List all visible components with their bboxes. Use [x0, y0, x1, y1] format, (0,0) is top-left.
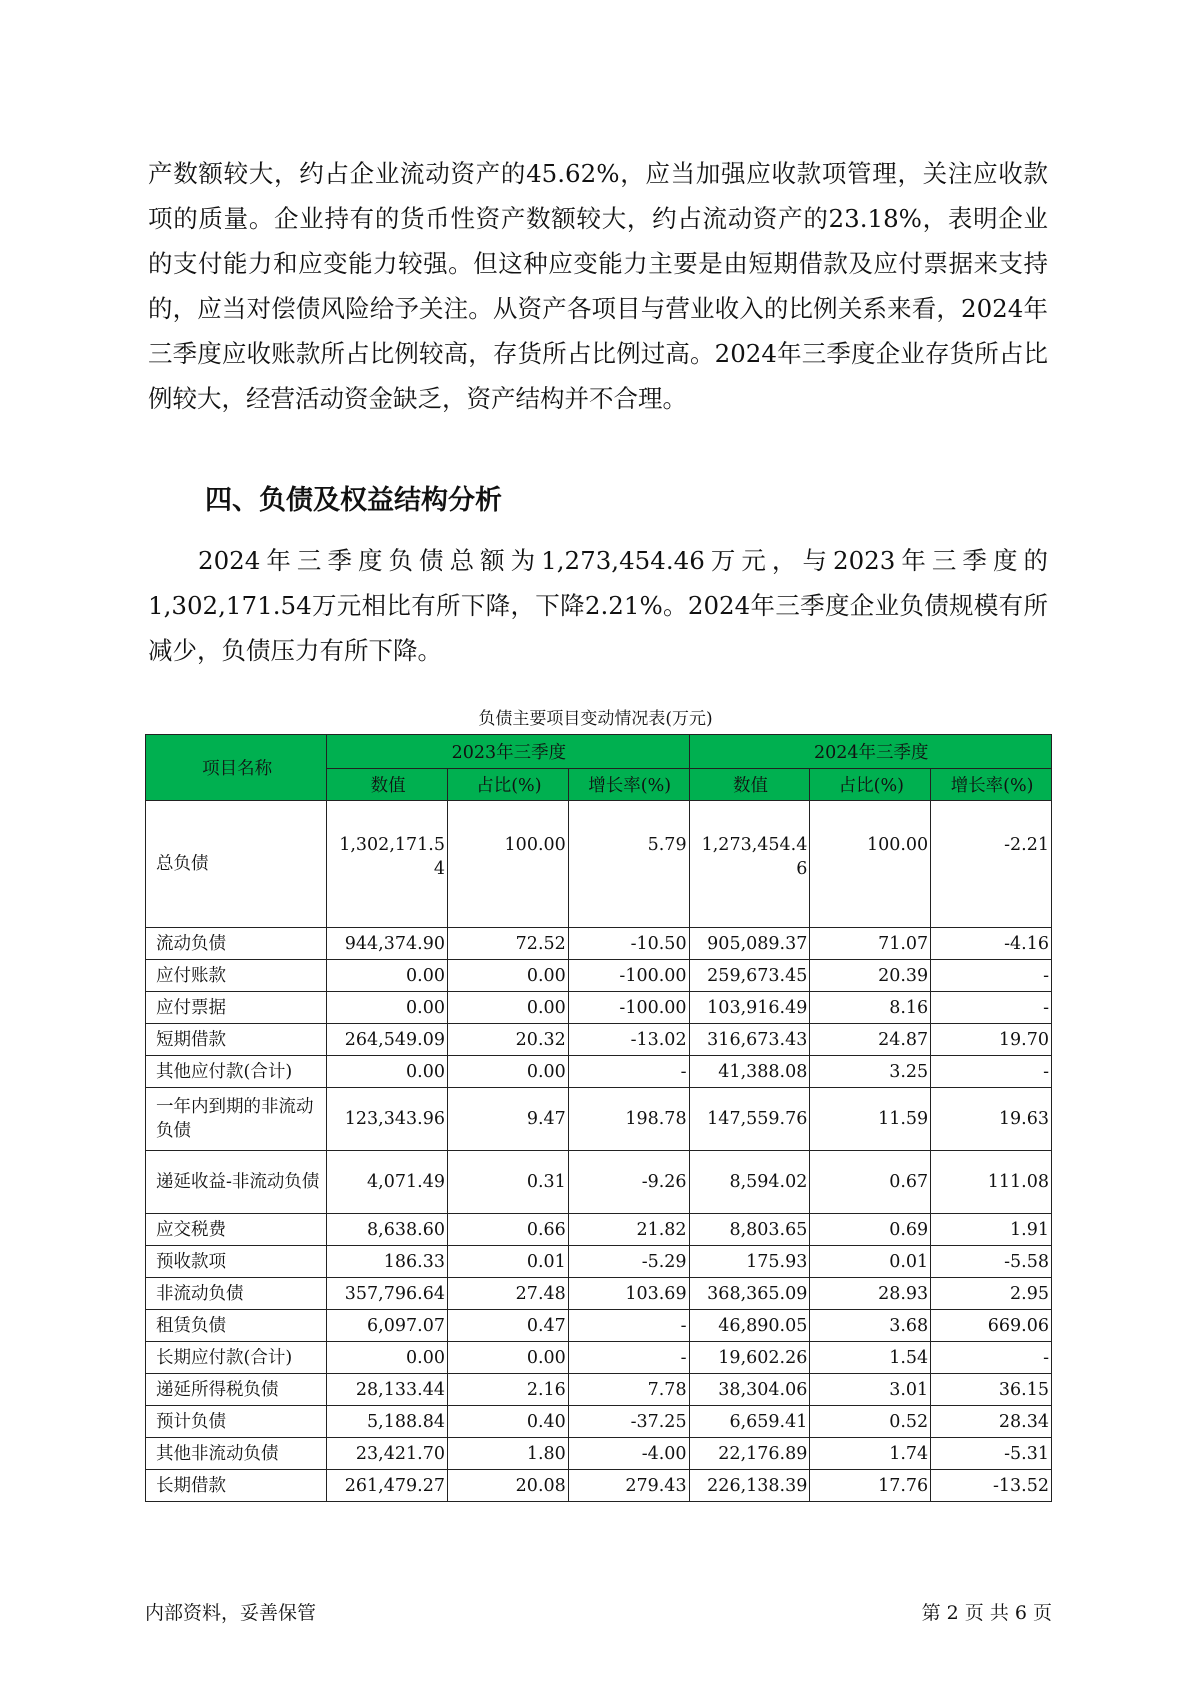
- cell-share-2024: 3.25: [810, 1056, 931, 1088]
- cell-growth-2023: 7.78: [568, 1374, 689, 1406]
- cell-value-2024: 22,176.89: [689, 1438, 810, 1470]
- cell-value-2024: 38,304.06: [689, 1374, 810, 1406]
- table-row: [146, 928, 1052, 960]
- cell-growth-2023: -9.26: [568, 1151, 689, 1214]
- cell-value-2023: 23,421.70: [327, 1438, 448, 1470]
- table-row: [146, 1246, 1052, 1278]
- cell-share-2024: 100.00: [810, 801, 931, 928]
- cell-growth-2024: 36.15: [931, 1374, 1052, 1406]
- table-row: [146, 1406, 1052, 1438]
- cell-value-2024: 8,803.65: [689, 1214, 810, 1246]
- cell-growth-2023: 103.69: [568, 1278, 689, 1310]
- cell-item-name: 递延收益-非流动负债: [146, 1151, 327, 1214]
- cell-share-2023: 100.00: [447, 801, 568, 928]
- cell-item-name: 流动负债: [146, 928, 327, 960]
- col-header-period-2024: 2024年三季度: [689, 735, 1051, 769]
- cell-share-2024: 3.01: [810, 1374, 931, 1406]
- cell-value-2023: 8,638.60: [327, 1214, 448, 1246]
- cell-share-2024: 0.01: [810, 1246, 931, 1278]
- cell-share-2023: 0.31: [447, 1151, 568, 1214]
- table-row: [146, 801, 1052, 928]
- cell-item-name: 长期应付款(合计): [146, 1342, 327, 1374]
- col-header-period-2023: 2023年三季度: [327, 735, 689, 769]
- liabilities-table: [145, 734, 1052, 1502]
- cell-growth-2023: 279.43: [568, 1470, 689, 1502]
- cell-value-2024: 19,602.26: [689, 1342, 810, 1374]
- cell-item-name: 其他非流动负债: [146, 1438, 327, 1470]
- table-row: [146, 1214, 1052, 1246]
- cell-share-2023: 0.40: [447, 1406, 568, 1438]
- cell-value-2024: 6,659.41: [689, 1406, 810, 1438]
- cell-value-2024: 103,916.49: [689, 992, 810, 1024]
- table-row: [146, 1024, 1052, 1056]
- cell-item-name: 递延所得税负债: [146, 1374, 327, 1406]
- cell-value-2024: 147,559.76: [689, 1088, 810, 1151]
- cell-growth-2024: 2.95: [931, 1278, 1052, 1310]
- cell-growth-2024: 111.08: [931, 1151, 1052, 1214]
- cell-growth-2023: -37.25: [568, 1406, 689, 1438]
- subheader-growth-2024: 增长率(%): [931, 769, 1052, 801]
- cell-growth-2024: -: [931, 1342, 1052, 1374]
- cell-share-2023: 9.47: [447, 1088, 568, 1151]
- cell-value-2023: 28,133.44: [327, 1374, 448, 1406]
- cell-share-2024: 24.87: [810, 1024, 931, 1056]
- cell-growth-2023: -100.00: [568, 992, 689, 1024]
- body-paragraph-assets: 产数额较大，约占企业流动资产的45.62%，应当加强应收款项管理，关注应收款项的质量。企业持有的货币性资产数额较大，约占流动资产的23.18%，表明企业的支付能力和应变能力较强。但这种应变能力主要是由短期借款及应付票据来支持的，应当对偿债风险给予关注。从资产各项目与营业收入的比例关系来看，2024年三季度应收账款所占比例较高，存货所占比例过高。2024年三季度企业存货所占比例较大，经营活动资金缺乏，资产结构并不合理。: [148, 159, 1048, 413]
- table-caption: 负债主要项目变动情况表(万元): [478, 709, 713, 729]
- cell-growth-2024: -5.31: [931, 1438, 1052, 1470]
- cell-value-2023: 357,796.64: [327, 1278, 448, 1310]
- cell-share-2024: 0.67: [810, 1151, 931, 1214]
- cell-share-2024: 28.93: [810, 1278, 931, 1310]
- cell-item-name: 应付票据: [146, 992, 327, 1024]
- cell-item-name: 其他应付款(合计): [146, 1056, 327, 1088]
- cell-item-name: 非流动负债: [146, 1278, 327, 1310]
- cell-value-2024: 226,138.39: [689, 1470, 810, 1502]
- cell-item-name: 总负债: [146, 801, 327, 928]
- cell-share-2024: 1.54: [810, 1342, 931, 1374]
- cell-growth-2024: -: [931, 992, 1052, 1024]
- footer-page-number: 第 2 页 共 6 页: [921, 1602, 1052, 1624]
- subheader-share-2024: 占比(%): [810, 769, 931, 801]
- cell-growth-2024: -2.21: [931, 801, 1052, 928]
- cell-growth-2024: -: [931, 1056, 1052, 1088]
- cell-value-2024: 905,089.37: [689, 928, 810, 960]
- cell-growth-2024: 28.34: [931, 1406, 1052, 1438]
- table-row: [146, 1470, 1052, 1502]
- cell-value-2023: 186.33: [327, 1246, 448, 1278]
- cell-item-name: 一年内到期的非流动负债: [146, 1088, 327, 1151]
- cell-value-2023: 123,343.96: [327, 1088, 448, 1151]
- subheader-value-2024: 数值: [689, 769, 810, 801]
- cell-share-2024: 20.39: [810, 960, 931, 992]
- table-row: [146, 1374, 1052, 1406]
- cell-value-2024: 259,673.45: [689, 960, 810, 992]
- cell-item-name: 租赁负债: [146, 1310, 327, 1342]
- cell-value-2024: 1,273,454.46: [689, 801, 810, 928]
- cell-growth-2023: -5.29: [568, 1246, 689, 1278]
- cell-share-2024: 8.16: [810, 992, 931, 1024]
- cell-value-2023: 5,188.84: [327, 1406, 448, 1438]
- cell-growth-2024: 669.06: [931, 1310, 1052, 1342]
- cell-value-2023: 944,374.90: [327, 928, 448, 960]
- cell-growth-2024: 1.91: [931, 1214, 1052, 1246]
- cell-share-2024: 3.68: [810, 1310, 931, 1342]
- cell-share-2024: 0.69: [810, 1214, 931, 1246]
- cell-item-name: 应付账款: [146, 960, 327, 992]
- cell-growth-2024: -: [931, 960, 1052, 992]
- cell-value-2024: 316,673.43: [689, 1024, 810, 1056]
- cell-growth-2023: 198.78: [568, 1088, 689, 1151]
- table-row: [146, 1310, 1052, 1342]
- cell-share-2023: 0.00: [447, 1342, 568, 1374]
- cell-growth-2024: -13.52: [931, 1470, 1052, 1502]
- section-heading: 四、负债及权益结构分析: [205, 485, 502, 516]
- cell-growth-2023: -: [568, 1310, 689, 1342]
- cell-share-2023: 0.00: [447, 1056, 568, 1088]
- cell-item-name: 预计负债: [146, 1406, 327, 1438]
- cell-value-2023: 1,302,171.54: [327, 801, 448, 928]
- cell-value-2023: 4,071.49: [327, 1151, 448, 1214]
- subheader-share-2023: 占比(%): [447, 769, 568, 801]
- table-row: [146, 1438, 1052, 1470]
- cell-growth-2023: -13.02: [568, 1024, 689, 1056]
- subheader-growth-2023: 增长率(%): [568, 769, 689, 801]
- table-row: [146, 960, 1052, 992]
- cell-value-2024: 368,365.09: [689, 1278, 810, 1310]
- cell-value-2023: 261,479.27: [327, 1470, 448, 1502]
- cell-growth-2023: 21.82: [568, 1214, 689, 1246]
- cell-value-2023: 0.00: [327, 960, 448, 992]
- table-row: [146, 1151, 1052, 1214]
- cell-share-2024: 1.74: [810, 1438, 931, 1470]
- cell-share-2023: 2.16: [447, 1374, 568, 1406]
- table-header-row: [146, 735, 1052, 769]
- cell-share-2023: 20.32: [447, 1024, 568, 1056]
- cell-share-2023: 27.48: [447, 1278, 568, 1310]
- cell-share-2023: 0.01: [447, 1246, 568, 1278]
- table-row: [146, 1088, 1052, 1151]
- cell-growth-2024: 19.63: [931, 1088, 1052, 1151]
- footer-confidential-note: 内部资料，妥善保管: [145, 1602, 317, 1624]
- cell-growth-2023: -10.50: [568, 928, 689, 960]
- cell-value-2024: 41,388.08: [689, 1056, 810, 1088]
- cell-share-2024: 0.52: [810, 1406, 931, 1438]
- cell-growth-2023: -: [568, 1342, 689, 1374]
- cell-share-2023: 72.52: [447, 928, 568, 960]
- cell-share-2023: 0.00: [447, 960, 568, 992]
- cell-share-2023: 0.66: [447, 1214, 568, 1246]
- table-row: [146, 1278, 1052, 1310]
- cell-share-2023: 0.00: [447, 992, 568, 1024]
- cell-value-2024: 175.93: [689, 1246, 810, 1278]
- cell-value-2023: 0.00: [327, 1342, 448, 1374]
- col-header-name: 项目名称: [146, 735, 327, 801]
- cell-share-2024: 71.07: [810, 928, 931, 960]
- cell-value-2023: 0.00: [327, 1056, 448, 1088]
- cell-share-2023: 0.47: [447, 1310, 568, 1342]
- cell-growth-2024: -5.58: [931, 1246, 1052, 1278]
- table-row: [146, 1342, 1052, 1374]
- cell-growth-2023: -4.00: [568, 1438, 689, 1470]
- cell-growth-2023: -100.00: [568, 960, 689, 992]
- cell-item-name: 应交税费: [146, 1214, 327, 1246]
- cell-growth-2024: -4.16: [931, 928, 1052, 960]
- cell-value-2024: 8,594.02: [689, 1151, 810, 1214]
- cell-growth-2024: 19.70: [931, 1024, 1052, 1056]
- cell-share-2023: 1.80: [447, 1438, 568, 1470]
- cell-value-2023: 0.00: [327, 992, 448, 1024]
- cell-item-name: 预收款项: [146, 1246, 327, 1278]
- subheader-value-2023: 数值: [327, 769, 448, 801]
- cell-item-name: 长期借款: [146, 1470, 327, 1502]
- cell-item-name: 短期借款: [146, 1024, 327, 1056]
- cell-share-2024: 17.76: [810, 1470, 931, 1502]
- body-paragraph-liabilities: 2024年三季度负债总额为1,273,454.46万元，与2023年三季度的1,302,171.54万元相比有所下降，下降2.21%。2024年三季度企业负债规模有所减少，负债压力有所下降。: [148, 546, 1048, 665]
- cell-share-2023: 20.08: [447, 1470, 568, 1502]
- cell-value-2024: 46,890.05: [689, 1310, 810, 1342]
- cell-value-2023: 6,097.07: [327, 1310, 448, 1342]
- cell-value-2023: 264,549.09: [327, 1024, 448, 1056]
- table-row: [146, 1056, 1052, 1088]
- cell-growth-2023: -: [568, 1056, 689, 1088]
- table-row: [146, 992, 1052, 1024]
- cell-growth-2023: 5.79: [568, 801, 689, 928]
- cell-share-2024: 11.59: [810, 1088, 931, 1151]
